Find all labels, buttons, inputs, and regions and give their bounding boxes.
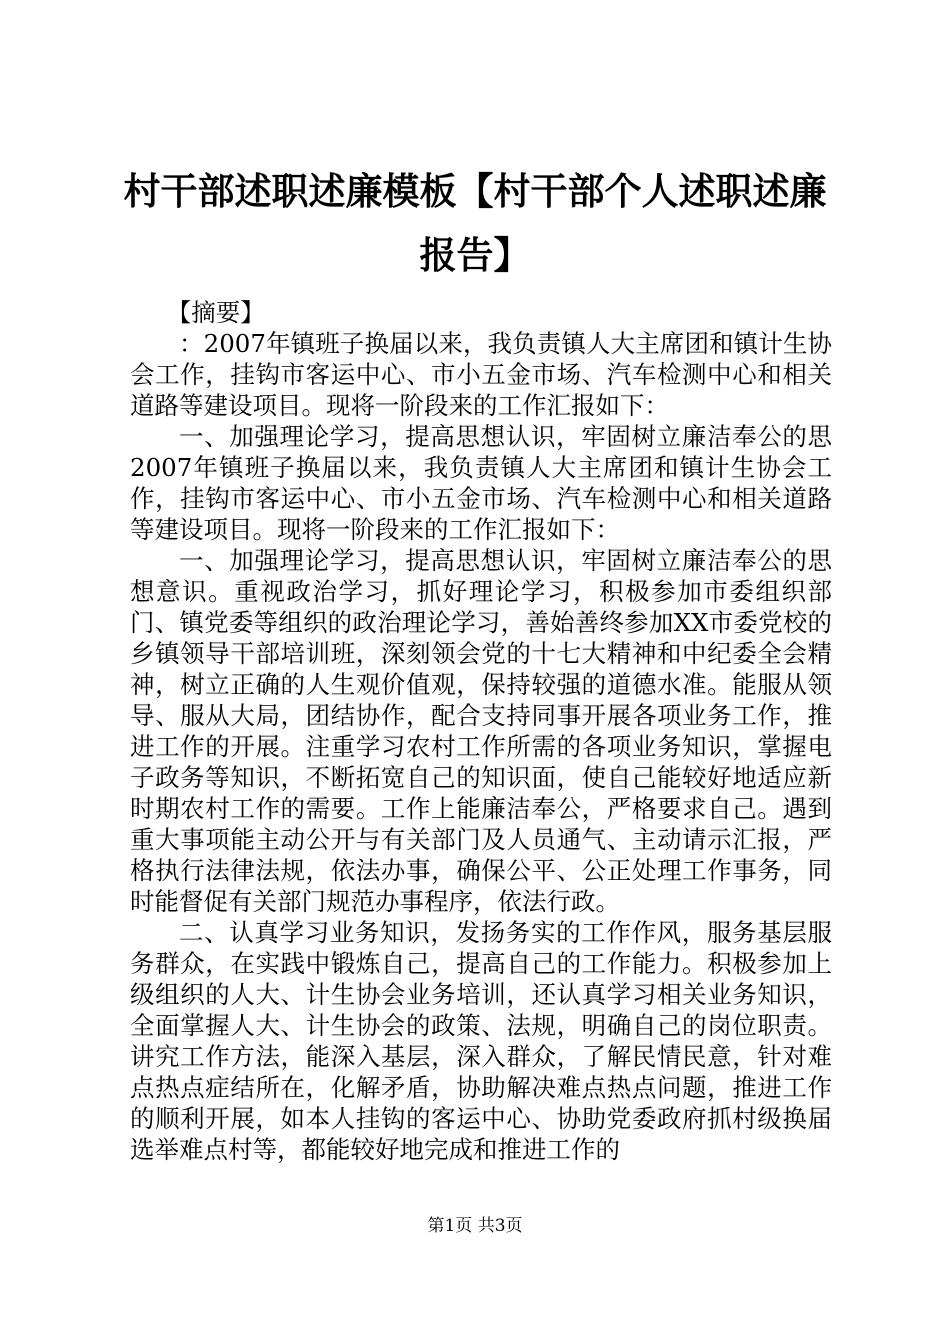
paragraph: 一、加强理论学习，提高思想认识，牢固树立廉洁奉公的思2007年镇班子换届以来，我负责镇人大主席团和镇计生协会工作，挂钩市客运中心、市小五金市场、汽车检测中心和相关道路等建设项目。现将一阶段来的工作汇报如下： <box>130 422 832 544</box>
paragraph: 二、认真学习业务知识，发扬务实的工作作风，服务基层服务群众，在实践中锻炼自己，提高自己的工作能力。积极参加上级组织的人大、计生协会业务培训，还认真学习相关业务知识，全面掌握人大、计生协会的政策、法规，明确自己的岗位职责。讲究工作方法，能深入基层，深入群众，了解民情民意，针对难点热点症结所在，化解矛盾，协助解决难点热点问题，推进工作的顺利开展，如本人挂钩的客运中心、协助党委政府抓村级换届选举难点村等，都能较好地完成和推进工作的 <box>130 918 832 1164</box>
document-body <box>130 297 832 1165</box>
abstract-label: 【摘要】 <box>166 298 265 327</box>
paragraph: ：2007年镇班子换届以来，我负责镇人大主席团和镇计生协会工作，挂钩市客运中心、市小五金市场、汽车检测中心和相关道路等建设项目。现将一阶段来的工作汇报如下： <box>130 329 832 420</box>
document-title: 村干部述职述廉模板【村干部个人述职述廉报告】 <box>123 170 827 277</box>
page-footer: 第1页 共3页 <box>427 1216 523 1236</box>
paragraph: 一、加强理论学习，提高思想认识，牢固树立廉洁奉公的思想意识。重视政治学习，抓好理论学习，积极参加市委组织部门、镇党委等组织的政治理论学习，善始善终参加XX市委党校的乡镇领导干部培训班，深刻领会党的十七大精神和中纪委全会精神，树立正确的人生观价值观，保持较强的道德水准。能服从领导、服从大局，团结协作，配合支持同事开展各项业务工作，推进工作的开展。注重学习农村工作所需的各项业务知识，掌握电子政务等知识，不断拓宽自己的知识面，使自己能较好地适应新时期农村工作的需要。工作上能廉洁奉公，严格要求自己。遇到重大事项能主动公开与有关部门及人员通气、主动请示汇报，严格执行法律法规，依法办事，确保公平、公正处理工作事务，同时能督促有关部门规范办事程序，依法行政。 <box>130 546 832 916</box>
